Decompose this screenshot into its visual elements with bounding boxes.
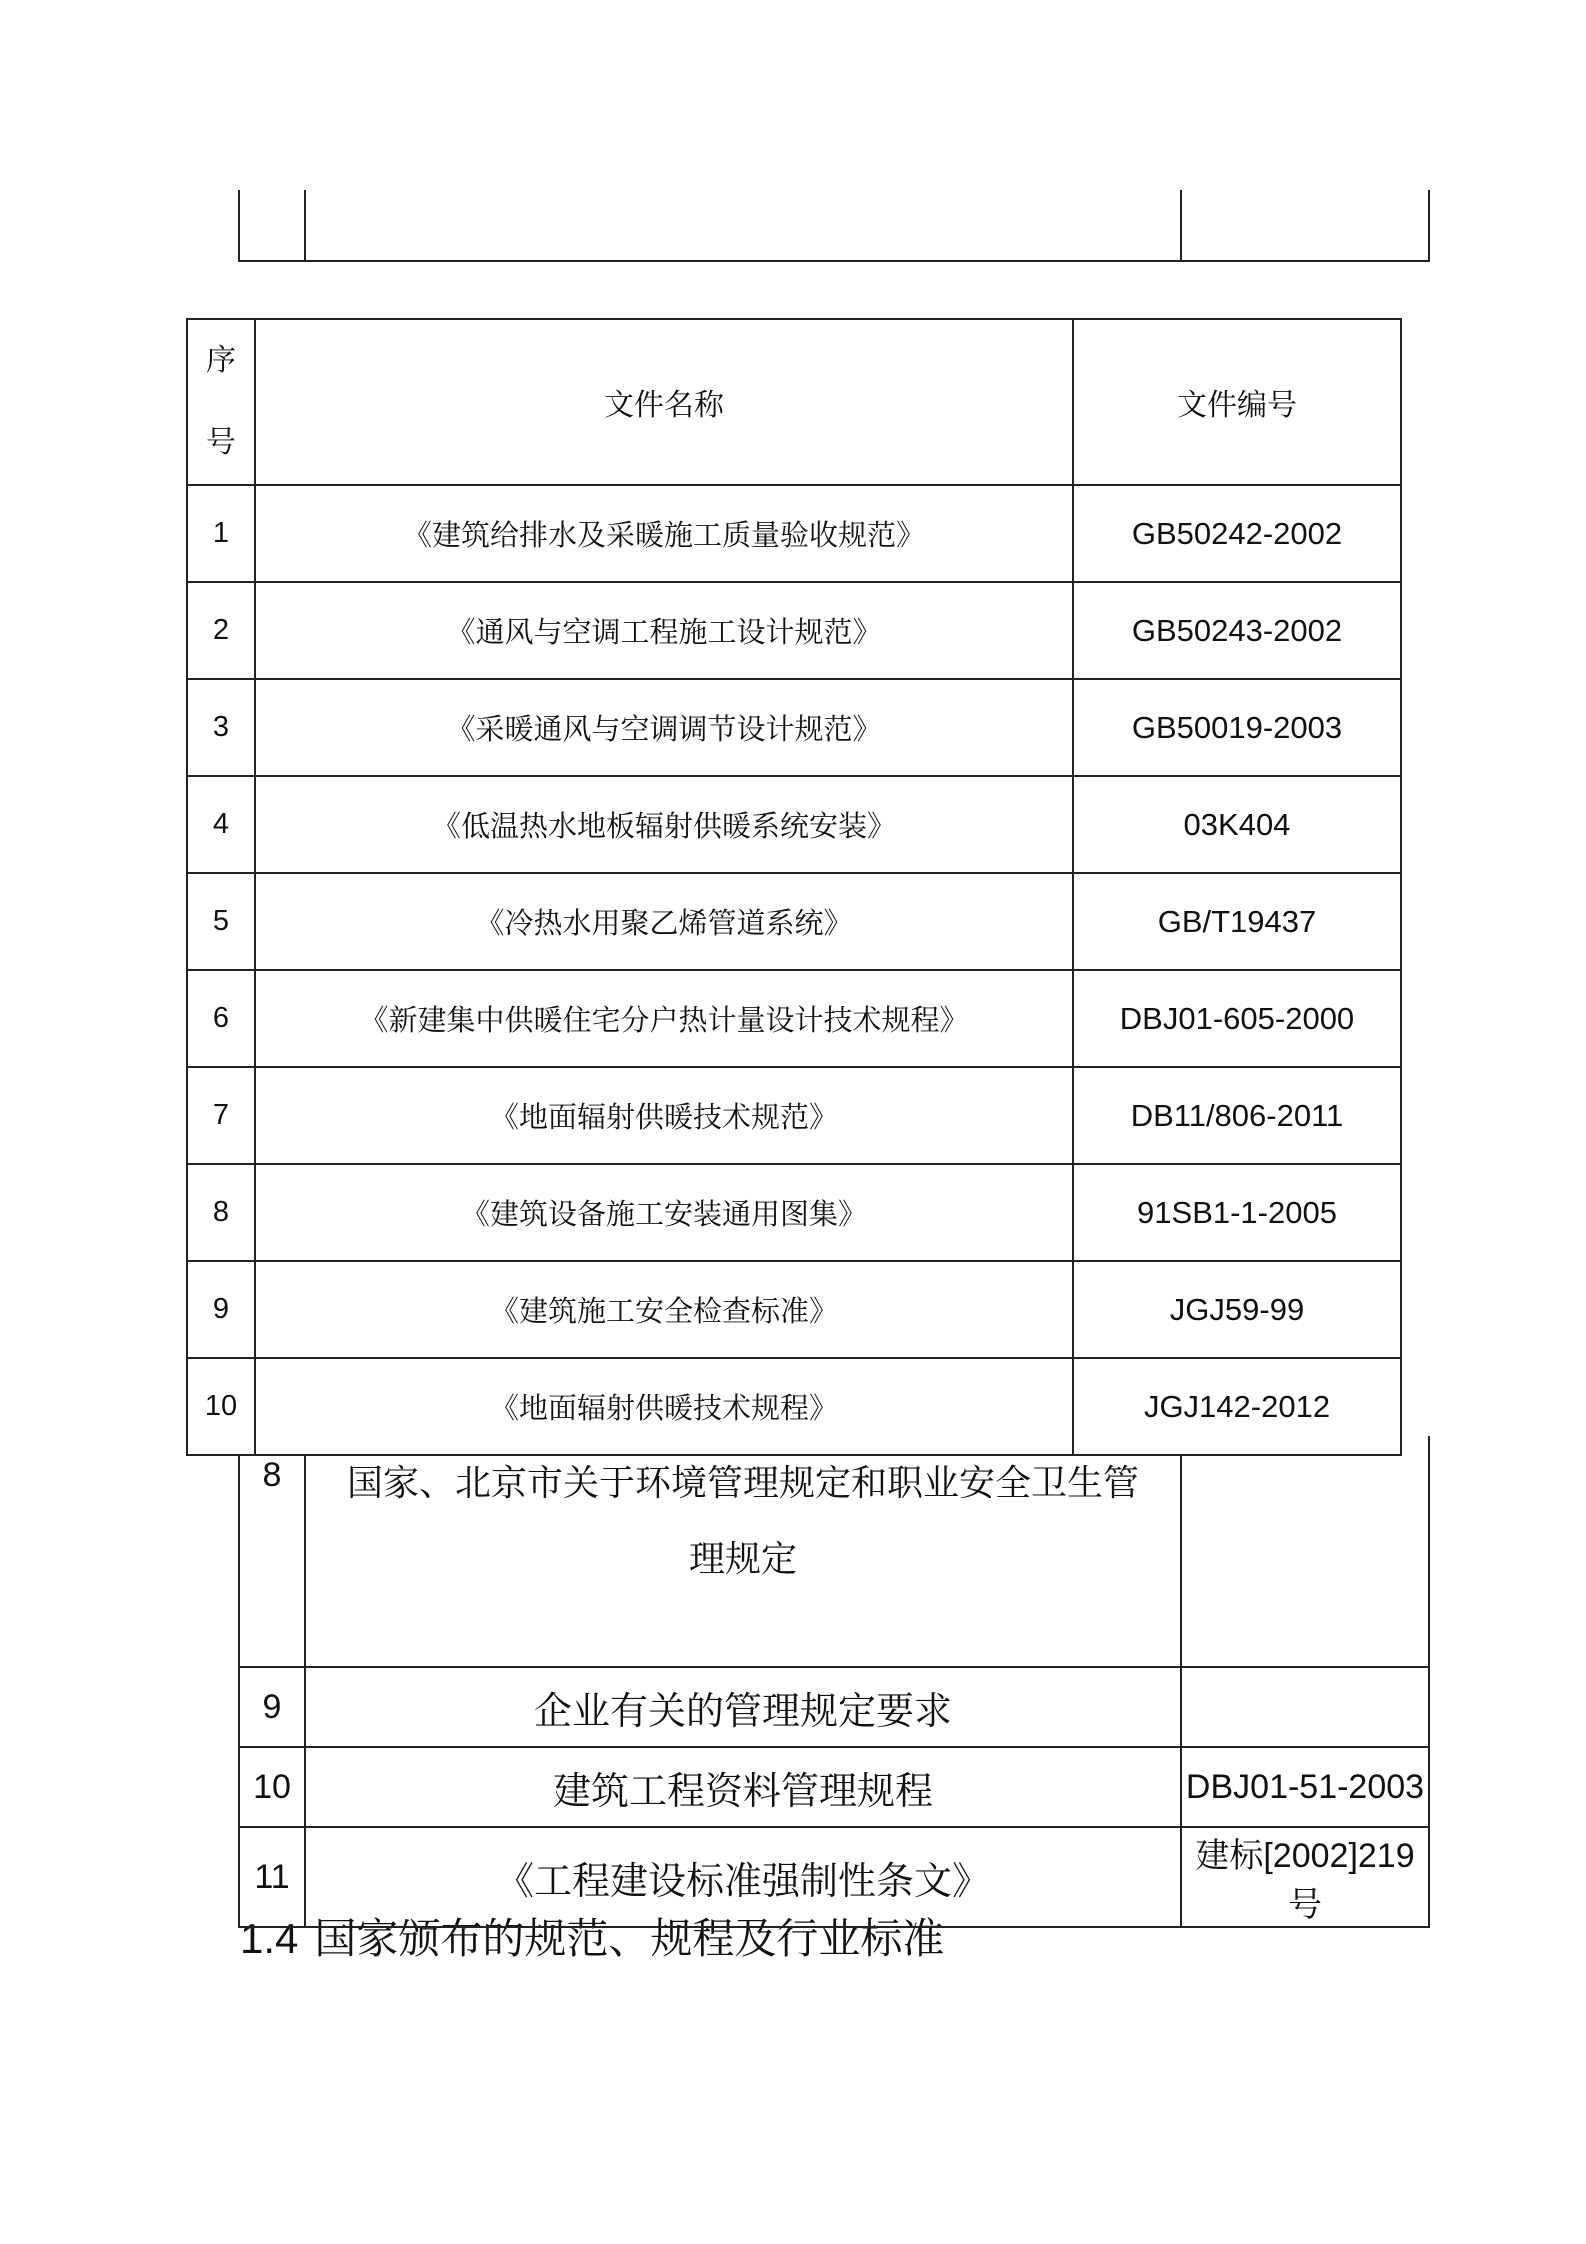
row-num: 3 [187,679,255,776]
section-title: 国家颁布的规范、规程及行业标准 [314,1914,945,1963]
row-code: DBJ01-51-2003 [1181,1747,1429,1827]
row-code: 03K404 [1073,776,1401,873]
table-row [187,679,1401,776]
row-name: 建筑工程资料管理规程 [305,1747,1181,1827]
table-cell [239,190,305,261]
table-header-row [187,319,1401,485]
row-num: 8 [239,1436,305,1667]
header-code: 文件编号 [1073,319,1401,485]
row-code: DB11/806-2011 [1073,1067,1401,1164]
standards-table [186,318,1402,1456]
previous-table-fragment [238,190,1430,262]
row-name: 国家、北京市关于环境管理规定和职业安全卫生管理规定 [305,1436,1181,1667]
regulations-table [238,1436,1430,1928]
table-row [239,1827,1429,1927]
section-number: 1.4 [240,1915,299,1962]
row-num: 5 [187,873,255,970]
table-row [187,485,1401,582]
table-cell [1181,190,1429,261]
row-name: 企业有关的管理规定要求 [305,1667,1181,1747]
table-row [187,970,1401,1067]
row-num: 9 [187,1261,255,1358]
row-code: JGJ59-99 [1073,1261,1401,1358]
row-num: 11 [239,1827,305,1927]
row-num: 6 [187,970,255,1067]
row-num: 4 [187,776,255,873]
row-num: 2 [187,582,255,679]
row-name: 《通风与空调工程施工设计规范》 [255,582,1073,679]
table-row [187,1261,1401,1358]
table-cell [305,190,1181,261]
row-code [1181,1436,1429,1667]
row-code: JGJ142-2012 [1073,1358,1401,1455]
row-code: 91SB1-1-2005 [1073,1164,1401,1261]
row-name: 《地面辐射供暖技术规程》 [255,1358,1073,1455]
row-num: 10 [239,1747,305,1827]
row-name: 《低温热水地板辐射供暖系统安装》 [255,776,1073,873]
row-name: 《建筑设备施工安装通用图集》 [255,1164,1073,1261]
row-name: 《新建集中供暖住宅分户热计量设计技术规程》 [255,970,1073,1067]
header-seq: 序 号 [187,319,255,485]
row-code [1181,1667,1429,1747]
row-name: 《建筑施工安全检查标准》 [255,1261,1073,1358]
row-name: 《冷热水用聚乙烯管道系统》 [255,873,1073,970]
table-row [187,1067,1401,1164]
table-row [187,1358,1401,1455]
row-code: GB50243-2002 [1073,582,1401,679]
row-num: 9 [239,1667,305,1747]
table-row [239,1436,1429,1667]
table-row [239,190,1429,261]
row-num: 7 [187,1067,255,1164]
table-row [187,582,1401,679]
row-name: 《地面辐射供暖技术规范》 [255,1067,1073,1164]
row-code: GB50242-2002 [1073,485,1401,582]
row-code: 建标[2002]219 号 [1181,1827,1429,1927]
row-code: DBJ01-605-2000 [1073,970,1401,1067]
row-name: 《采暖通风与空调调节设计规范》 [255,679,1073,776]
row-code: GB50019-2003 [1073,679,1401,776]
row-num: 8 [187,1164,255,1261]
row-name: 《工程建设标准强制性条文》 [305,1827,1181,1927]
row-num: 1 [187,485,255,582]
row-num: 10 [187,1358,255,1455]
row-name: 《建筑给排水及采暖施工质量验收规范》 [255,485,1073,582]
table-row [187,873,1401,970]
row-code: GB/T19437 [1073,873,1401,970]
header-name: 文件名称 [255,319,1073,485]
table-row [187,1164,1401,1261]
table-row [187,776,1401,873]
table-row [239,1747,1429,1827]
table-row [239,1667,1429,1747]
